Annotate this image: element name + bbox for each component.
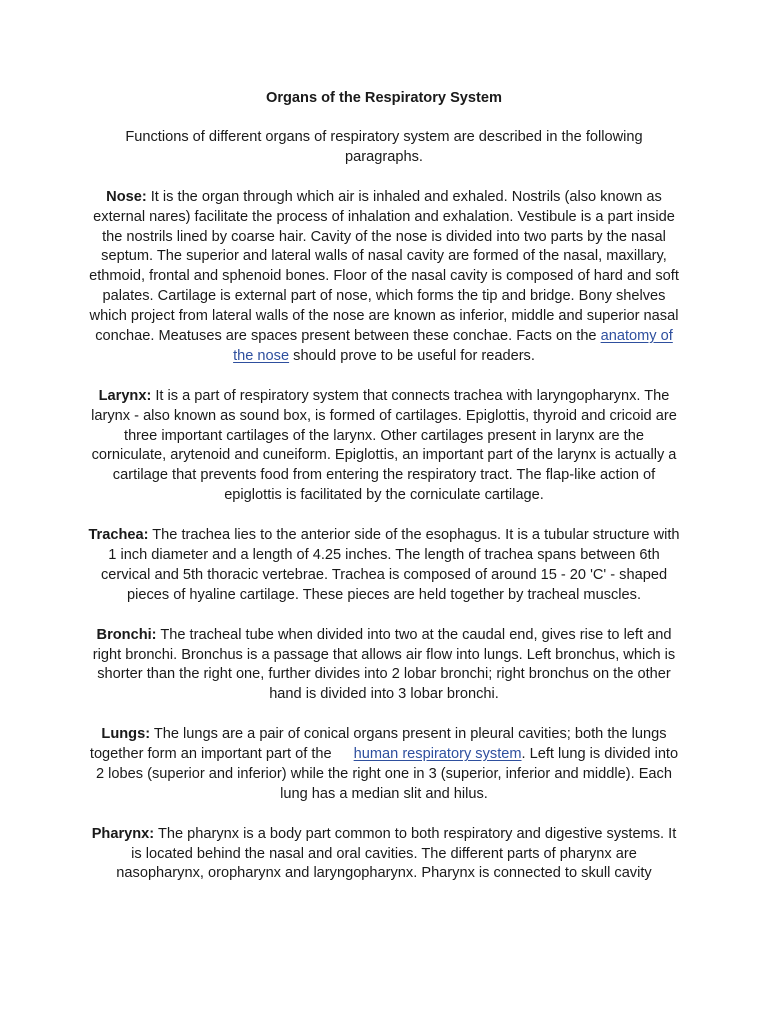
section-nose-term: Nose: (106, 188, 147, 205)
section-trachea (86, 526, 682, 606)
section-larynx (86, 387, 682, 506)
section-lungs-after: . Left lung is divided into 2 lobes (superior and inferior) while the right one in 3 (superior, inferior and middle). Each lung has a median slit and hilus. (96, 746, 679, 802)
section-nose-after: should prove to be useful for readers. (289, 347, 535, 364)
document-title: Organs of the Respiratory System (265, 90, 502, 106)
section-nose-text: It is the organ through which air is inhaled and exhaled. Nostrils (also known as external nares) facilitate the process of inhalation and exhalation. Vestibule is a part inside the nostrils lined by coarse hair. Cavity of the nose is divided into two parts by the nasal septum. The superior and lateral walls of nasal cavity are formed of the nasal, maxillary, ethmoid, frontal and sphenoid bones. Floor of the nasal cavity is composed of hard and soft palates. Cartilage is external part of nose, which forms the tip and bridge. Bony shelves which project from lateral walls of the nose are known as inferior, middle and superior nasal conchae. Meatuses are spaces present between these conchae. Facts on the (89, 188, 679, 345)
section-lungs-term: Lungs: (101, 726, 151, 743)
section-pharynx-term: Pharynx: (91, 825, 155, 842)
section-larynx-text: It is a part of respiratory system that connects trachea with laryngopharynx. The larynx - also known as sound box, is formed of cartilages. Epiglottis, thyroid and cricoid are three important cartilages of the larynx. Other cartilages present in larynx are the corniculate, arytenoid and cuneiform. Epiglottis, an important part of the larynx is actually a cartilage that prevents food from entering the respiratory tract. The flap-like action of epiglottis is facilitated by the corniculate cartilage. (91, 387, 677, 504)
section-bronchi-text: The tracheal tube when divided into two at the caudal end, gives rise to left and right bronchi. Bronchus is a passage that allows air flow into lungs. Left bronchus, which is shorter than the right one, further divides into 2 lobar bronchi; right bronchus on the other hand is divided into 3 lobar bronchi. (92, 626, 676, 703)
anatomy-of-the-nose-link[interactable]: anatomy of the nose (233, 328, 673, 364)
section-pharynx (86, 825, 682, 885)
section-nose (86, 188, 682, 367)
section-pharynx-text: The pharynx is a body part common to both respiratory and digestive systems. It is located behind the nasal and oral cavities. The different parts of pharynx are nasopharynx, oropharynx and laryngopharynx. Pharynx is connected to skull cavity (116, 825, 677, 882)
section-trachea-term: Trachea: (88, 527, 149, 544)
document-page (86, 88, 682, 904)
human-respiratory-system-link[interactable]: human respiratory system (353, 746, 522, 763)
section-lungs-text: The lungs are a pair of conical organs present in pleural cavities; both the lungs together form an important part of the (89, 726, 667, 763)
section-larynx-term: Larynx: (98, 387, 152, 404)
intro-paragraph: Functions of different organs of respiratory system are described in the following paragraphs. (125, 129, 643, 165)
section-lungs (86, 725, 682, 805)
section-bronchi (86, 626, 682, 706)
section-trachea-text: The trachea lies to the anterior side of the esophagus. It is a tubular structure with 1 inch diameter and a length of 4.25 inches. The length of trachea spans between 6th cervical and 5th thoracic vertebrae. Trachea is composed of around 15 - 20 'C' - shaped pieces of hyaline cartilage. These pieces are held together by tracheal muscles. (100, 527, 680, 603)
section-bronchi-term: Bronchi: (96, 626, 157, 643)
